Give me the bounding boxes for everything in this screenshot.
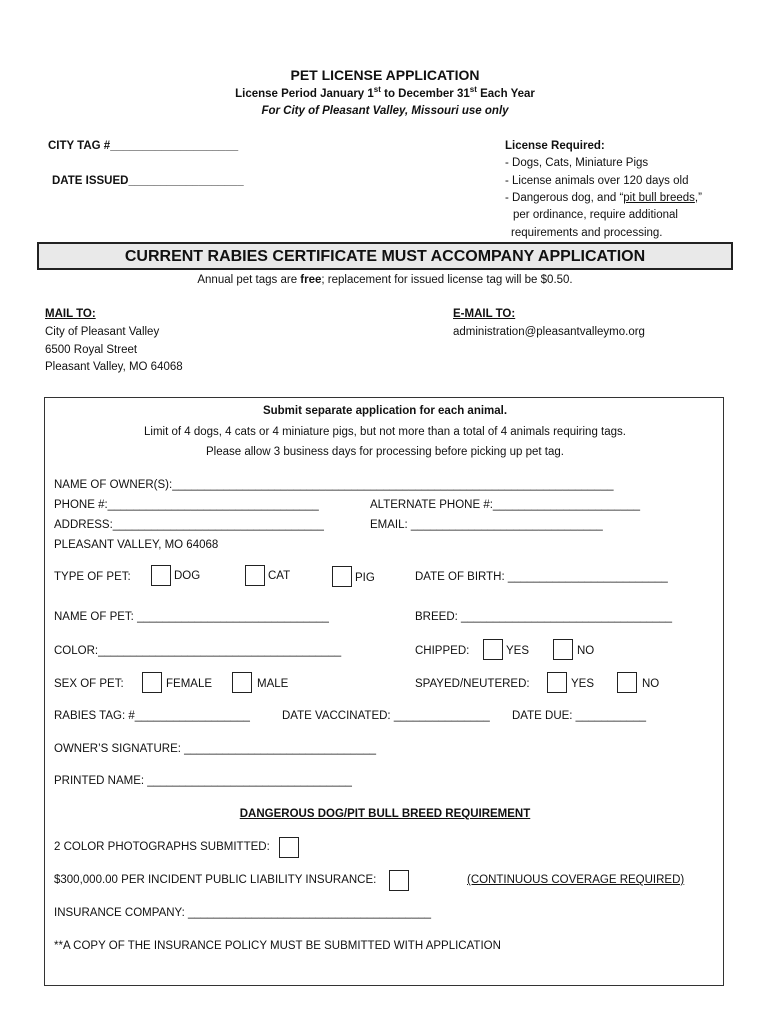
date-due-field[interactable]: DATE DUE: ___________ (512, 710, 647, 722)
pit-bull-breeds-link[interactable]: pit bull breeds (623, 192, 695, 204)
insurance-company-field[interactable]: INSURANCE COMPANY: ______________________________________ (54, 907, 432, 919)
tags-note-free: free (300, 274, 322, 286)
city-state-zip: PLEASANT VALLEY, MO 64068 (54, 539, 219, 551)
spayed-no-label: NO (642, 678, 660, 690)
coverage-note: (CONTINUOUS COVERAGE REQUIRED) (467, 874, 685, 886)
email-address-link[interactable]: administration@pleasantvalleymo.org (453, 326, 645, 338)
female-label: FEMALE (166, 678, 213, 690)
requirement-text: - Dangerous dog, and “ (505, 192, 624, 204)
policy-note: **A COPY OF THE INSURANCE POLICY MUST BE SUBMITTED WITH APPLICATION (54, 940, 501, 952)
tags-note-text: Annual pet tags are (197, 274, 301, 286)
chipped-no-label: NO (577, 645, 595, 657)
city-tag-field[interactable]: CITY TAG #____________________ (48, 140, 239, 152)
spayed-yes-checkbox[interactable] (547, 672, 567, 693)
requirement-line (505, 192, 702, 204)
requirement-line: - License animals over 120 days old (505, 175, 689, 187)
rabies-tag-field[interactable]: RABIES TAG: #__________________ (54, 710, 250, 722)
requirement-text: ,” (694, 192, 702, 204)
requirements-heading: License Required: (505, 140, 605, 152)
spayed-neutered-label: SPAYED/NEUTERED: (415, 678, 530, 690)
dog-checkbox[interactable] (151, 565, 171, 586)
type-of-pet-label: TYPE OF PET: (54, 571, 131, 583)
owner-name-field[interactable]: NAME OF OWNER(S):_____________________________________________________________________ (54, 479, 614, 491)
form-intro: Limit of 4 dogs, 4 cats or 4 miniature pigs, but not more than a total of 4 animals requiring tags. (144, 426, 626, 438)
sex-of-pet-label: SEX OF PET: (54, 678, 124, 690)
pig-label: PIG (355, 572, 375, 584)
insurance-checkbox[interactable] (389, 870, 409, 891)
rabies-banner (37, 242, 733, 270)
license-period (0, 85, 770, 100)
spayed-no-checkbox[interactable] (617, 672, 637, 693)
dangerous-dog-heading: DANGEROUS DOG/PIT BULL BREED REQUIREMENT (239, 808, 531, 820)
photos-label: 2 COLOR PHOTOGRAPHS SUBMITTED: (54, 841, 270, 853)
license-period-part: License Period January 1 (235, 88, 374, 100)
tags-note-text: ; replacement for issued license tag will be $0.50. (321, 274, 573, 286)
date-issued-field[interactable]: DATE ISSUED__________________ (52, 175, 244, 187)
alternate-phone-field[interactable]: ALTERNATE PHONE #:_______________________ (370, 499, 641, 511)
subtitle: For City of Pleasant Valley, Missouri use only (261, 105, 509, 117)
male-checkbox[interactable] (232, 672, 252, 693)
address-field[interactable]: ADDRESS:_________________________________ (54, 519, 324, 531)
cat-checkbox[interactable] (245, 565, 265, 586)
license-period-part: to December 31 (380, 88, 470, 100)
breed-field[interactable]: BREED: _________________________________ (415, 611, 673, 623)
male-label: MALE (257, 678, 289, 690)
chipped-yes-label: YES (506, 645, 530, 657)
ordinal-suffix: st (373, 85, 381, 95)
chipped-no-checkbox[interactable] (553, 639, 573, 660)
dog-label: DOG (174, 570, 201, 582)
requirement-line: requirements and processing. (511, 227, 663, 239)
rabies-banner-text: CURRENT RABIES CERTIFICATE MUST ACCOMPANY APPLICATION (124, 248, 646, 265)
mail-to-heading: MAIL TO: (45, 308, 96, 320)
tags-note (0, 274, 770, 286)
mail-address-line: Pleasant Valley, MO 64068 (45, 361, 183, 373)
spayed-yes-label: YES (571, 678, 595, 690)
requirement-line: per ordinance, require additional (513, 209, 678, 221)
female-checkbox[interactable] (142, 672, 162, 693)
mail-address-line: 6500 Royal Street (45, 344, 138, 356)
photos-checkbox[interactable] (279, 837, 299, 858)
requirement-line: - Dogs, Cats, Miniature Pigs (505, 157, 649, 169)
page-title: PET LICENSE APPLICATION (290, 67, 480, 83)
chipped-label: CHIPPED: (415, 645, 470, 657)
phone-field[interactable]: PHONE #:_________________________________ (54, 499, 319, 511)
form-intro: Submit separate application for each animal. (262, 405, 508, 417)
cat-label: CAT (268, 570, 291, 582)
owner-signature-field[interactable]: OWNER’S SIGNATURE: ______________________________ (54, 743, 376, 755)
chipped-yes-checkbox[interactable] (483, 639, 503, 660)
email-to-heading: E-MAIL TO: (453, 308, 516, 320)
color-field[interactable]: COLOR:______________________________________ (54, 645, 342, 657)
pet-name-field[interactable]: NAME OF PET: ______________________________ (54, 611, 329, 623)
ordinal-suffix: st (469, 85, 477, 95)
date-of-birth-field[interactable]: DATE OF BIRTH: _________________________ (415, 571, 668, 583)
form-intro: Please allow 3 business days for processing before picking up pet tag. (206, 446, 564, 458)
date-vaccinated-field[interactable]: DATE VACCINATED: _______________ (282, 710, 490, 722)
pig-checkbox[interactable] (332, 566, 352, 587)
license-period-part: Each Year (476, 88, 535, 100)
printed-name-field[interactable]: PRINTED NAME: ________________________________ (54, 775, 352, 787)
insurance-label: $300,000.00 PER INCIDENT PUBLIC LIABILITY INSURANCE: (54, 874, 377, 886)
mail-address-line: City of Pleasant Valley (45, 326, 160, 338)
email-field[interactable]: EMAIL: ______________________________ (370, 519, 603, 531)
